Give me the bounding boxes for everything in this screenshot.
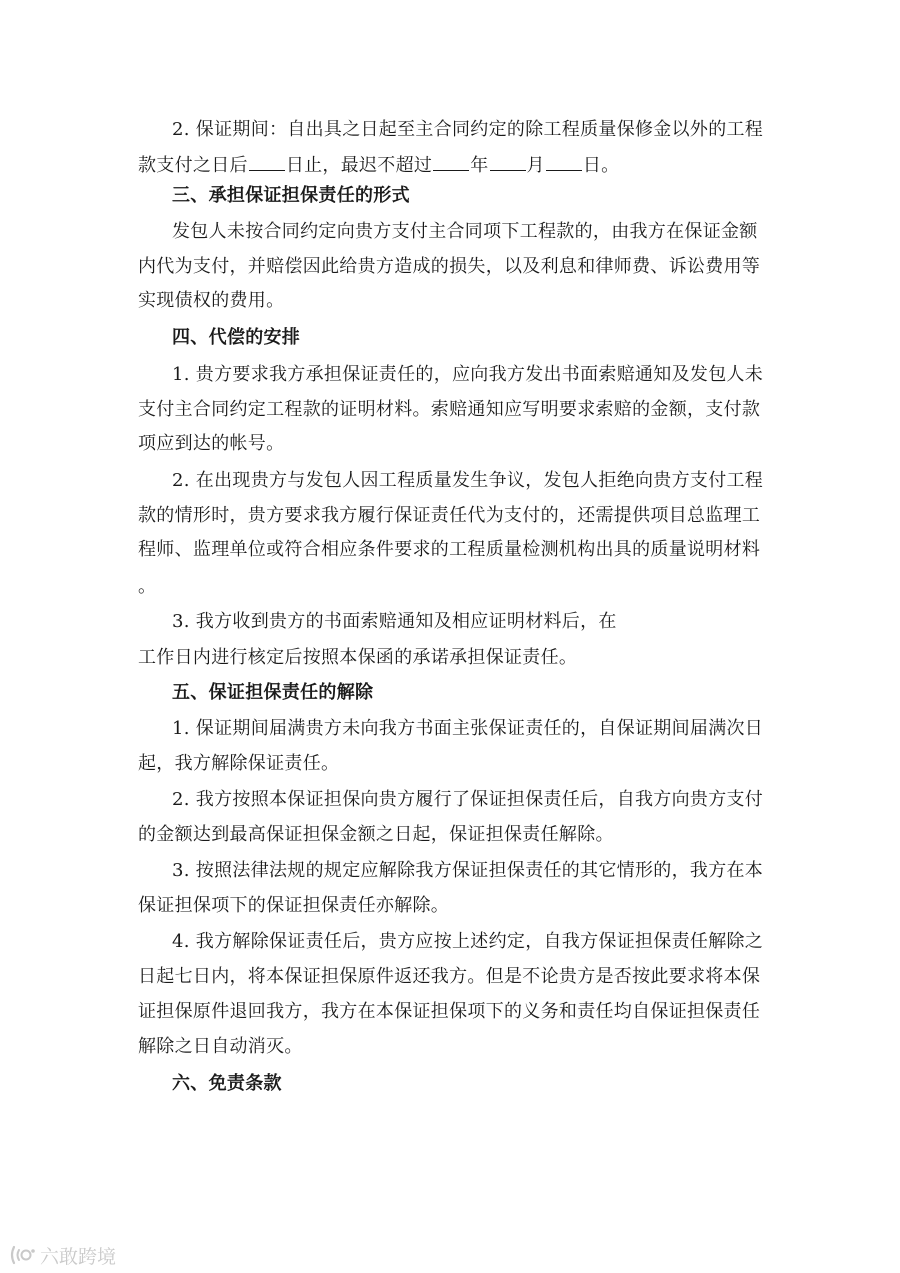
paragraph-line: 2. 保证期间：自出具之日起至主合同约定的除工程质量保修金以外的工程 bbox=[172, 119, 764, 140]
paragraph-line: 工作日内进行核定后按照本保函的承诺承担保证责任。 bbox=[138, 647, 578, 668]
paragraph-line: 日起七日内，将本保证担保原件返还我方。但是不论贵方是否按此要求将本保 bbox=[138, 966, 761, 987]
paragraph-line: 2. 我方按照本保证担保向贵方履行了保证担保责任后，自我方向贵方支付 bbox=[172, 789, 764, 810]
brand-logo-icon bbox=[8, 1243, 36, 1267]
paragraph-line: 3. 按照法律法规的规定应解除我方保证担保责任的其它情形的，我方在本 bbox=[172, 860, 764, 881]
paragraph-line: 解除之日自动消灭。 bbox=[138, 1036, 303, 1057]
paragraph-line: 内代为支付，并赔偿因此给贵方造成的损失，以及利息和律师费、诉讼费用等 bbox=[138, 256, 761, 277]
paragraph-line: 1. 贵方要求我方承担保证责任的，应向我方发出书面索赔通知及发包人未 bbox=[172, 364, 764, 385]
section-heading: 五、保证担保责任的解除 bbox=[172, 682, 374, 703]
fill-in-blank-month bbox=[490, 151, 526, 171]
section-heading: 三、承担保证担保责任的形式 bbox=[172, 185, 410, 206]
text-fragment: 日。 bbox=[582, 155, 620, 176]
paragraph-line: 起，我方解除保证责任。 bbox=[138, 753, 340, 774]
watermark bbox=[8, 1241, 116, 1269]
paragraph-line: 4. 我方解除保证责任后，贵方应按上述约定，自我方保证担保责任解除之 bbox=[172, 931, 764, 952]
text-fragment: 款支付之日后 bbox=[138, 155, 248, 176]
section-heading: 六、免责条款 bbox=[172, 1073, 282, 1094]
paragraph-line: 3. 我方收到贵方的书面索赔通知及相应证明材料后，在 bbox=[172, 611, 617, 632]
paragraph-line: 。 bbox=[138, 576, 157, 597]
paragraph-line: 1. 保证期间届满贵方未向我方书面主张保证责任的，自保证期间届满次日 bbox=[172, 718, 764, 739]
paragraph-line: 项应到达的帐号。 bbox=[138, 433, 285, 454]
fill-in-blank-days bbox=[249, 151, 285, 171]
paragraph-line: 实现债权的费用。 bbox=[138, 290, 285, 311]
paragraph-line: 保证担保项下的保证担保责任亦解除。 bbox=[138, 895, 450, 916]
paragraph-line: 支付主合同约定工程款的证明材料。索赔通知应写明要求索赔的金额，支付款 bbox=[138, 399, 761, 420]
paragraph-line: 的金额达到最高保证担保金额之日起，保证担保责任解除。 bbox=[138, 824, 614, 845]
paragraph-line: 2. 在出现贵方与发包人因工程质量发生争议，发包人拒绝向贵方支付工程 bbox=[172, 470, 764, 491]
paragraph-line: 证担保原件退回我方，我方在本保证担保项下的义务和责任均自保证担保责任 bbox=[138, 1001, 761, 1022]
watermark-text: 六敢跨境 bbox=[40, 1245, 117, 1268]
paragraph-line: 发包人未按合同约定向贵方支付主合同项下工程款的，由我方在保证金额 bbox=[172, 221, 758, 242]
paragraph-line bbox=[138, 151, 619, 175]
fill-in-blank-day bbox=[546, 151, 582, 171]
text-fragment: 日止，最迟不超过 bbox=[285, 155, 433, 176]
text-fragment: 月 bbox=[526, 155, 545, 176]
section-heading: 四、代偿的安排 bbox=[172, 327, 301, 348]
text-fragment: 年 bbox=[470, 155, 489, 176]
fill-in-blank-year bbox=[433, 151, 469, 171]
paragraph-line: 程师、监理单位或符合相应条件要求的工程质量检测机构出具的质量说明材料 bbox=[138, 539, 761, 560]
paragraph-line: 款的情形时，贵方要求我方履行保证责任代为支付的，还需提供项目总监理工 bbox=[138, 505, 761, 526]
